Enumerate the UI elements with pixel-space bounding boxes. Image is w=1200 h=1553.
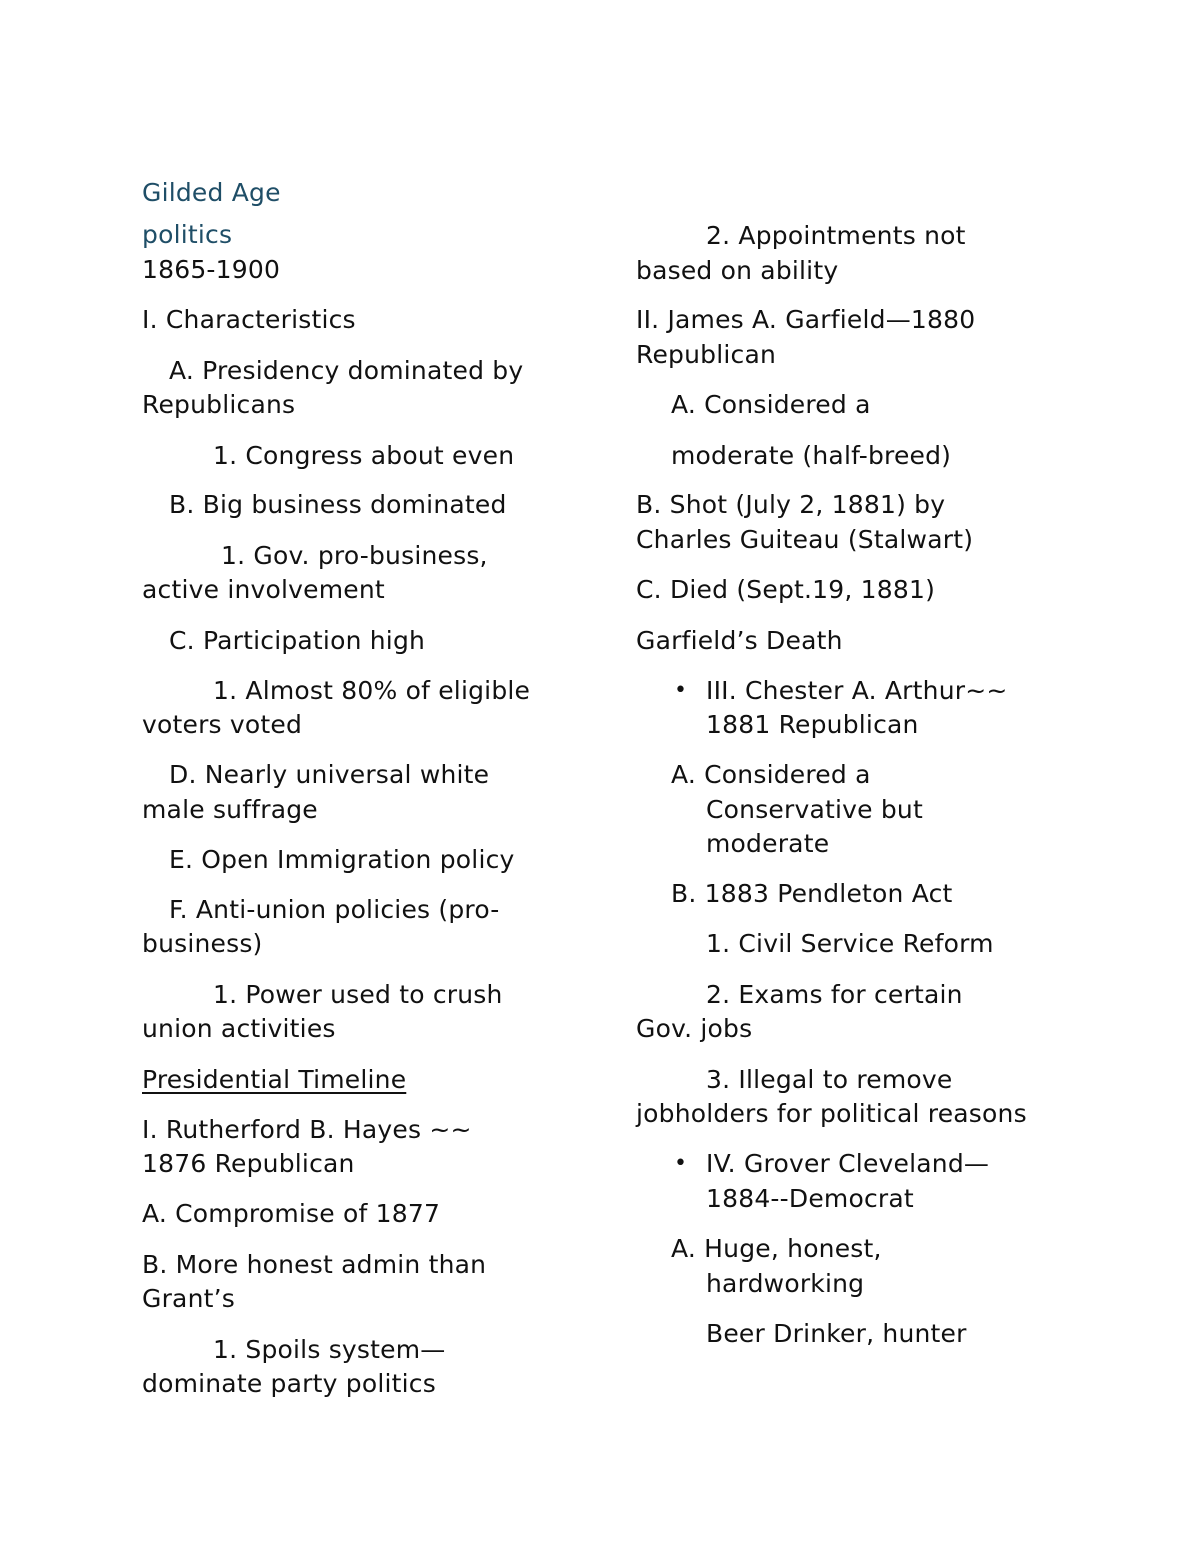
- garfield-item-b-line1: B. Shot (July 2, 1881) by: [636, 490, 946, 519]
- arthur-item-b1: 1. Civil Service Reform: [706, 929, 994, 958]
- doc-title-line2: politics: [142, 220, 233, 249]
- garfield-line2: Republican: [636, 340, 777, 369]
- arthur-item-a-line1: A. Considered a: [671, 760, 871, 789]
- hayes-item-b-line2: Grant’s: [142, 1284, 235, 1313]
- item-d-line1: D. Nearly universal white: [169, 760, 490, 789]
- item-a-line2: Republicans: [142, 390, 296, 419]
- item-b1-line1: 1. Gov. pro-business,: [221, 541, 488, 570]
- cleveland-extra: Beer Drinker, hunter: [706, 1319, 967, 1348]
- arthur-line1: III. Chester A. Arthur~~: [706, 676, 1008, 705]
- appointments-line2: based on ability: [636, 256, 839, 285]
- garfield-item-a-line1: A. Considered a: [671, 390, 871, 419]
- item-f-line1: F. Anti-union policies (pro-: [169, 895, 500, 924]
- arthur-item-b3-line2: jobholders for political reasons: [636, 1099, 1027, 1128]
- hayes-line2: 1876 Republican: [142, 1149, 355, 1178]
- garfield-item-a-line2: moderate (half-breed): [671, 441, 952, 470]
- garfield-death-heading: Garfield’s Death: [636, 626, 843, 655]
- hayes-item-a: A. Compromise of 1877: [142, 1199, 441, 1228]
- item-b1-line2: active involvement: [142, 575, 385, 604]
- cleveland-line1: IV. Grover Cleveland—: [706, 1149, 990, 1178]
- spoils-line2: dominate party politics: [142, 1369, 436, 1398]
- item-a-line1: A. Presidency dominated by: [169, 356, 524, 385]
- item-e: E. Open Immigration policy: [169, 845, 515, 874]
- cleveland-item-a-line2: hardworking: [706, 1269, 865, 1298]
- item-f1-line1: 1. Power used to crush: [213, 980, 503, 1009]
- section-heading-timeline: Presidential Timeline: [142, 1065, 407, 1094]
- appointments-line1: 2. Appointments not: [706, 221, 966, 250]
- arthur-item-a-line3: moderate: [706, 829, 830, 858]
- date-range: 1865-1900: [142, 255, 281, 284]
- garfield-line1: II. James A. Garfield—1880: [636, 305, 976, 334]
- arthur-item-b3-line1: 3. Illegal to remove: [706, 1065, 953, 1094]
- arthur-item-b2-line2: Gov. jobs: [636, 1014, 753, 1043]
- item-c1-line1: 1. Almost 80% of eligible: [213, 676, 531, 705]
- item-b: B. Big business dominated: [169, 490, 507, 519]
- cleveland-item-a-line1: A. Huge, honest,: [671, 1234, 882, 1263]
- item-d-line2: male suffrage: [142, 795, 318, 824]
- hayes-item-b-line1: B. More honest admin than: [142, 1250, 487, 1279]
- cleveland-line2: 1884--Democrat: [706, 1184, 914, 1213]
- doc-title-line1: Gilded Age: [142, 178, 281, 207]
- garfield-item-c: C. Died (Sept.19, 1881): [636, 575, 936, 604]
- bullet-cleveland: •: [674, 1151, 687, 1176]
- arthur-item-b2-line1: 2. Exams for certain: [706, 980, 963, 1009]
- arthur-item-a-line2: Conservative but: [706, 795, 923, 824]
- section-heading-characteristics: I. Characteristics: [142, 305, 356, 334]
- hayes-line1: I. Rutherford B. Hayes ~~: [142, 1115, 472, 1144]
- item-c: C. Participation high: [169, 626, 426, 655]
- item-c1-line2: voters voted: [142, 710, 303, 739]
- garfield-item-b-line2: Charles Guiteau (Stalwart): [636, 525, 974, 554]
- item-a1: 1. Congress about even: [213, 441, 515, 470]
- item-f1-line2: union activities: [142, 1014, 336, 1043]
- arthur-item-b: B. 1883 Pendleton Act: [671, 879, 953, 908]
- bullet-arthur: •: [674, 678, 687, 703]
- arthur-line2: 1881 Republican: [706, 710, 919, 739]
- spoils-line1: 1. Spoils system—: [213, 1335, 446, 1364]
- item-f-line2: business): [142, 929, 263, 958]
